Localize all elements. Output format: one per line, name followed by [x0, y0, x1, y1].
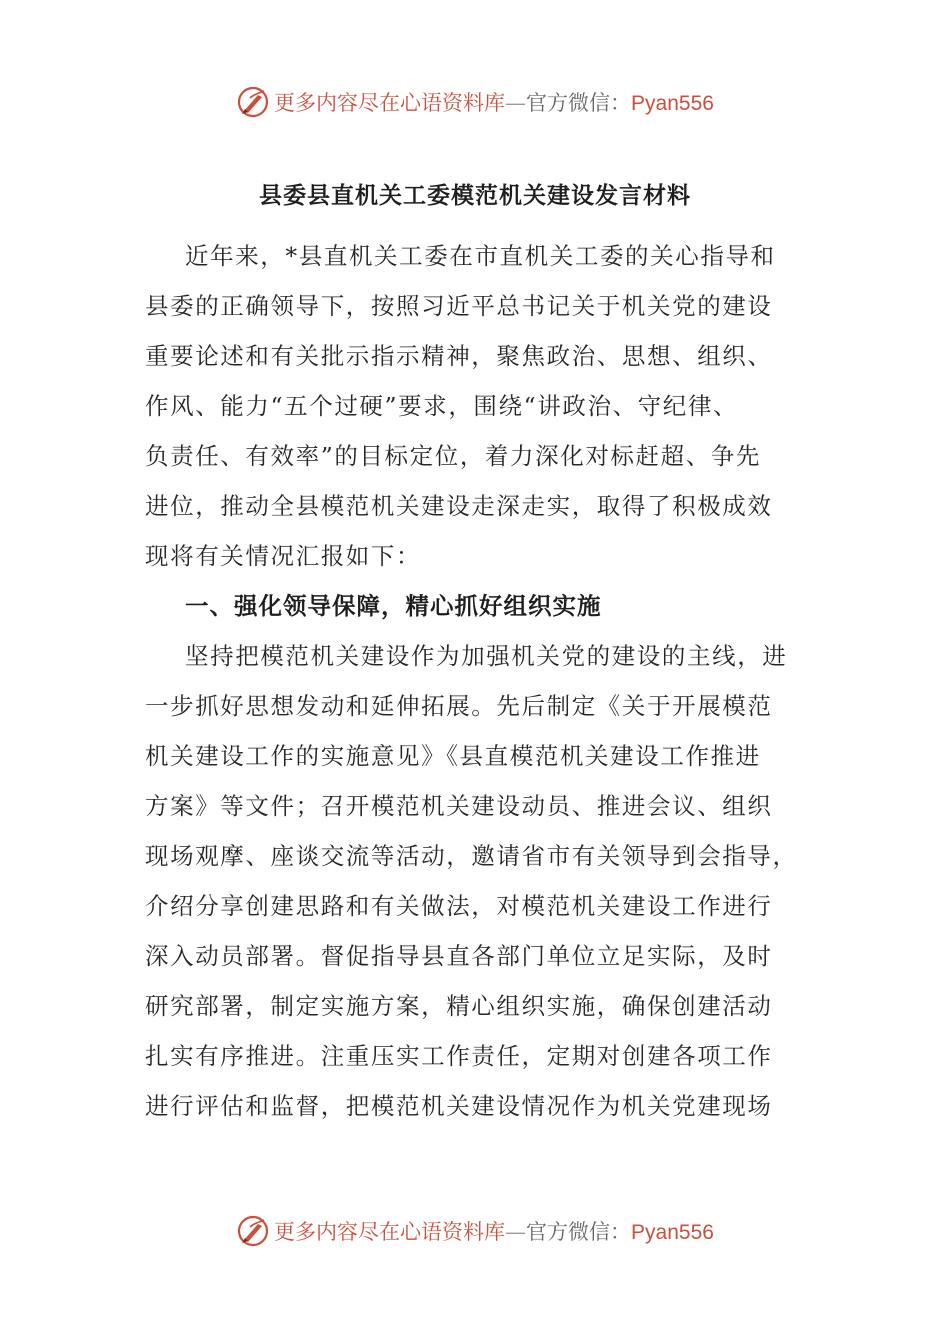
body-line: 近年来，*县直机关工委在市直机关工委的关心指导和: [185, 242, 776, 270]
watermark-text: [274, 87, 714, 117]
body-line: 扎实有序推进。注重压实工作责任，定期对创建各项工作: [145, 1042, 773, 1070]
footer-watermark: [0, 1211, 950, 1251]
body-line: 深入动员部署。督促指导县直各部门单位立足实际，及时: [145, 942, 773, 970]
body-line: 重要论述和有关批示指示精神，聚焦政治、思想、组织、: [145, 342, 773, 370]
header-watermark: [0, 82, 950, 122]
watermark-dash: —: [505, 91, 527, 115]
document-title: 县委县直机关工委模范机关建设发言材料: [259, 183, 691, 209]
watermark-wechat-label: 官方微信：: [526, 91, 632, 115]
body-line: 机关建设工作的实施意见》《县直模范机关建设工作推进: [145, 742, 761, 770]
body-line: 负责任、有效率”的目标定位，着力深化对标赶超、争先: [145, 442, 762, 470]
body-line: 研究部署，制定实施方案，精心组织实施，确保创建活动: [145, 992, 773, 1020]
watermark-wechat-label: 官方微信：: [526, 1220, 632, 1244]
watermark-wechat-id: Pyan556: [631, 1221, 714, 1244]
body-line: 方案》等文件；召开模范机关建设动员、推进会议、组织: [145, 792, 773, 820]
body-line: 现将有关情况汇报如下：: [145, 542, 422, 570]
watermark-main: 更多内容尽在心语资料库: [274, 91, 506, 115]
body-line: 进位，推动全县模范机关建设走深走实，取得了积极成效: [145, 492, 773, 520]
watermark-main: 更多内容尽在心语资料库: [274, 1220, 506, 1244]
section-heading: 一、强化领导保障，精心抓好组织实施: [185, 592, 602, 620]
pen-logo-icon: [236, 1214, 270, 1248]
body-line: 介绍分享创建思路和有关做法，对模范机关建设工作进行: [145, 892, 773, 920]
body-line: 一步抓好思想发动和延伸拓展。先后制定《关于开展模范: [145, 692, 773, 720]
watermark-dash: —: [505, 1220, 527, 1244]
watermark-text: [274, 1216, 714, 1246]
body-line: 县委的正确领导下，按照习近平总书记关于机关党的建设: [145, 292, 773, 320]
watermark-wechat-id: Pyan556: [631, 92, 714, 115]
body-line: 坚持把模范机关建设作为加强机关党的建设的主线，进: [185, 642, 788, 670]
body-line: 现场观摩、座谈交流等活动，邀请省市有关领导到会指导，: [145, 842, 798, 870]
pen-logo-icon: [236, 85, 270, 119]
body-line: 作风、能力“五个过硬”要求，围绕“讲政治、守纪律、: [145, 392, 739, 420]
body-line: 进行评估和监督，把模范机关建设情况作为机关党建现场: [145, 1092, 773, 1120]
document-body: [145, 231, 810, 1131]
